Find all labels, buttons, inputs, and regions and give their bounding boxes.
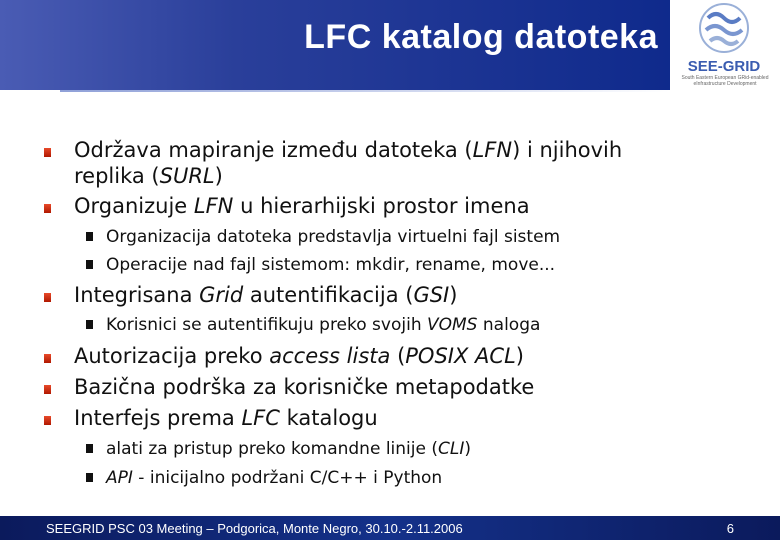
bullet-item xyxy=(44,404,744,432)
text-run: Korisnici se autentifikuju preko svojih xyxy=(106,315,427,335)
text-run: ( xyxy=(390,344,406,368)
text-run: GSI xyxy=(413,283,450,307)
text-run: VOMS xyxy=(427,315,478,335)
slide-title: LFC katalog datoteka xyxy=(304,18,658,56)
text-run: alati za pristup preko komandne linije ( xyxy=(106,439,438,459)
square-bullet-icon xyxy=(44,416,51,425)
square-bullet-icon xyxy=(44,354,51,363)
sub-bullet-item xyxy=(86,314,766,336)
bullet-item xyxy=(44,373,744,401)
bullet-text xyxy=(74,136,744,164)
bullet-item xyxy=(44,342,744,370)
text-run: Interfejs prema xyxy=(74,406,242,430)
sub-bullet-item xyxy=(86,467,766,489)
bullet-text xyxy=(74,342,744,370)
text-run: Autorizacija preko xyxy=(74,344,270,368)
bullet-text xyxy=(74,162,744,190)
sub-bullet-item xyxy=(86,226,766,248)
text-run: Operacije nad fajl sistemom: mkdir, rename, move... xyxy=(106,255,556,275)
text-run: Grid xyxy=(199,283,244,307)
small-square-bullet-icon xyxy=(86,320,93,329)
bullet-item xyxy=(44,192,744,220)
small-square-bullet-icon xyxy=(86,232,93,241)
bullet-item xyxy=(44,162,744,190)
small-square-bullet-icon xyxy=(86,473,93,482)
text-run: access lista xyxy=(269,344,391,368)
text-run: Bazična podrška za korisničke metapodatke xyxy=(74,375,535,399)
bullet-item xyxy=(44,281,744,309)
text-run: Održava mapiranje između datoteka ( xyxy=(74,138,473,162)
bullet-text xyxy=(74,192,744,220)
square-bullet-icon xyxy=(44,204,51,213)
text-run: CLI xyxy=(437,439,465,459)
bullet-item xyxy=(44,136,744,164)
text-run: ) i njihovih xyxy=(512,138,623,162)
text-run: Integrisana xyxy=(74,283,200,307)
small-square-bullet-icon xyxy=(86,444,93,453)
title-bar xyxy=(0,0,670,90)
bullet-text xyxy=(106,438,766,460)
text-run: API xyxy=(106,468,133,488)
square-bullet-icon xyxy=(44,293,51,302)
footer-text: SEEGRID PSC 03 Meeting – Podgorica, Monte Negro, 30.10.-2.11.2006 xyxy=(46,521,463,536)
square-bullet-icon xyxy=(44,148,51,157)
page-number: 6 xyxy=(726,521,734,536)
small-square-bullet-icon xyxy=(86,260,93,269)
bullet-text xyxy=(74,404,744,432)
bullet-text xyxy=(106,467,766,489)
text-run: ) xyxy=(449,283,458,307)
text-run: ) xyxy=(214,164,223,188)
logo-text: SEE-GRID xyxy=(687,58,761,75)
bullet-text xyxy=(106,254,766,276)
text-run: ) xyxy=(515,344,524,368)
text-run: LFN xyxy=(472,138,513,162)
text-run: Organizacija datoteka predstavlja virtuelni fajl sistem xyxy=(106,227,561,247)
text-run: Organizuje xyxy=(74,194,194,218)
logo-subtext: South Eastern European GRid-enabled eInfrastructure Development xyxy=(681,75,769,87)
text-run: LFN xyxy=(193,194,234,218)
text-run: ) xyxy=(464,439,471,459)
title-underline xyxy=(60,90,670,92)
square-bullet-icon xyxy=(44,385,51,394)
text-run: SURL xyxy=(159,164,215,188)
bullet-text xyxy=(74,281,744,309)
text-run: LFC xyxy=(241,406,280,430)
globe-logo-icon xyxy=(672,0,776,58)
sub-bullet-item xyxy=(86,438,766,460)
see-grid-logo xyxy=(672,0,780,96)
text-run: autentifikacija ( xyxy=(243,283,414,307)
text-run: replika ( xyxy=(74,164,160,188)
bullet-text xyxy=(106,314,766,336)
footer-bar xyxy=(0,516,780,540)
text-run: u hierarhijski prostor imena xyxy=(233,194,530,218)
text-run: katalogu xyxy=(279,406,378,430)
text-run: naloga xyxy=(477,315,541,335)
bullet-text xyxy=(106,226,766,248)
text-run: - inicijalno podržani C/C++ i Python xyxy=(132,468,443,488)
sub-bullet-item xyxy=(86,254,766,276)
text-run: POSIX ACL xyxy=(405,344,516,368)
bullet-text xyxy=(74,373,744,401)
